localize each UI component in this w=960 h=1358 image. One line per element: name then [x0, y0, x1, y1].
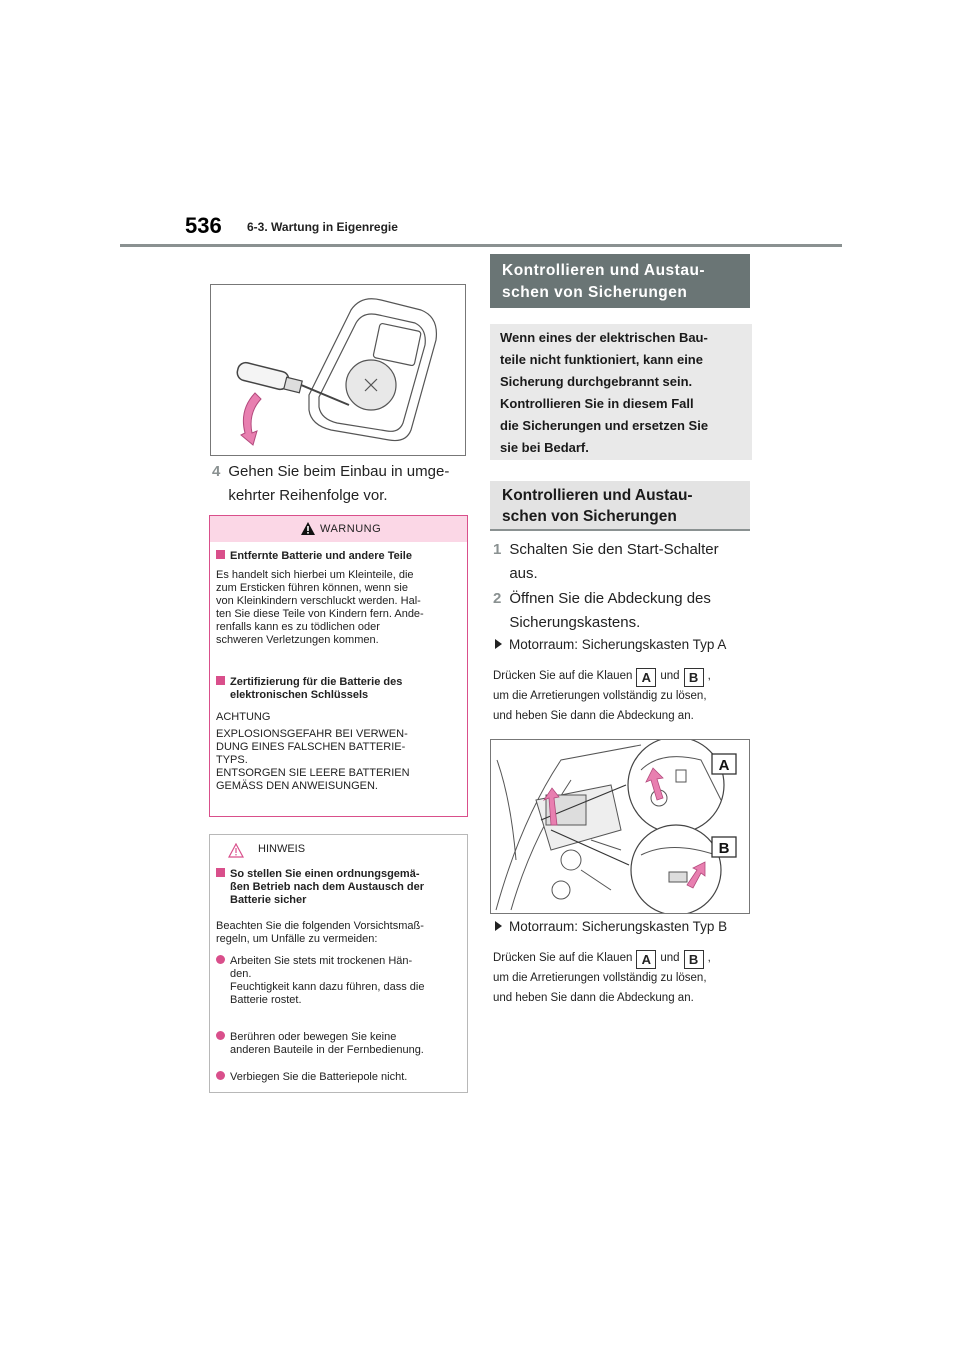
instruction-a-line2: um die Arretierungen vollständig zu lösen,	[493, 690, 707, 702]
warning-box	[209, 515, 468, 817]
instruction-b: Drücken Sie auf die Klauen A und B ,	[493, 952, 711, 967]
key-b-icon: B	[684, 668, 704, 687]
warning-item-1-title: Entfernte Batterie und andere Teile	[216, 550, 412, 563]
key-b-icon: B	[684, 950, 704, 969]
key-a-icon: A	[636, 950, 656, 969]
page-number: 536	[185, 213, 222, 238]
warning-item-2-body: ACHTUNG EXPLOSIONSGEFAHR BEI VERWEN- DUNG EINES FALSCHEN BATTERIE- TYPS. ENTSORGEN SIE LEERE BATTERIEN GEMÄSS DEN ANWEISUNGEN.	[216, 711, 410, 792]
heading-light: Kontrollieren und Austau- schen von Sicherungen	[490, 481, 750, 531]
pink-dot-bullet-icon	[216, 1071, 225, 1080]
arrow-bullet-icon	[495, 921, 502, 931]
note-label: HINWEIS	[258, 843, 306, 855]
heading-dark: Kontrollieren und Austau- schen von Sicherungen	[490, 254, 750, 308]
note-triangle-icon	[228, 843, 244, 858]
note-bullet-2: Berühren oder bewegen Sie keine anderen Bauteile in der Fernbedienung.	[216, 1031, 424, 1057]
pink-dot-bullet-icon	[216, 1031, 225, 1040]
instruction-a: Drücken Sie auf die Klauen A und B ,	[493, 670, 711, 685]
step-4-line1: Gehen Sie beim Einbau in umge-	[228, 463, 450, 480]
note-header	[210, 835, 467, 865]
warning-header	[210, 516, 467, 542]
note-bullet-3: Verbiegen Sie die Batteriepole nicht.	[216, 1071, 407, 1084]
note-box	[209, 834, 468, 1093]
instruction-b-line3: und heben Sie dann die Abdeckung an.	[493, 992, 694, 1004]
key-battery-illustration	[211, 285, 465, 455]
section-title: 6-3. Wartung in Eigenregie	[247, 220, 398, 234]
step-4-line2: kehrter Reihenfolge vor.	[228, 487, 388, 504]
warning-item-1-body: Es handelt sich hierbei um Kleinteile, die zum Ersticken führen können, wenn sie von Kleinkindern verschluckt werden. Hal- ten Sie diese Teile von Kindern fern. Ande- renfalls kann es zu tödlichen oder schweren Verletzungen kommen.	[216, 569, 424, 646]
figure-label-a: A	[718, 757, 730, 774]
engine-fuse-box-illustration	[491, 740, 749, 913]
arrow-bullet-icon	[495, 639, 502, 649]
figure-label-b: B	[718, 840, 730, 857]
note-bullet-1: Arbeiten Sie stets mit trockenen Hän- den. Feuchtigkeit kann dazu führen, dass die Batterie rostet.	[216, 955, 424, 1007]
warning-item-2-title: Zertifizierung für die Batterie des elektronischen Schlüssels	[216, 676, 402, 702]
pink-square-bullet-icon	[216, 550, 225, 559]
instruction-a-line3: und heben Sie dann die Abdeckung an.	[493, 710, 694, 722]
warning-triangle-icon	[300, 521, 316, 536]
step-2: 2 Öffnen Sie die Abdeckung des Sicherungskastens.	[493, 590, 711, 631]
bullet-type-a: Motorraum: Sicherungskasten Typ A	[495, 637, 726, 652]
key-a-icon: A	[636, 668, 656, 687]
bullet-type-b: Motorraum: Sicherungskasten Typ B	[495, 919, 727, 934]
pink-square-bullet-icon	[216, 868, 225, 877]
instruction-b-line2: um die Arretierungen vollständig zu lösen,	[493, 972, 707, 984]
warning-label: WARNUNG	[320, 523, 382, 535]
step-1: 1 Schalten Sie den Start-Schalter aus.	[493, 541, 719, 582]
pink-square-bullet-icon	[216, 676, 225, 685]
header-rule	[120, 244, 842, 247]
step-4	[212, 460, 449, 508]
note-title: So stellen Sie einen ordnungsgemä- ßen Betrieb nach dem Austausch der Batterie sicher	[216, 868, 424, 907]
note-intro: Beachten Sie die folgenden Vorsichtsmaß- regeln, um Unfälle zu vermeiden:	[216, 920, 424, 945]
pink-dot-bullet-icon	[216, 955, 225, 964]
intro-box: Wenn eines der elektrischen Bau- teile nicht funktioniert, kann eine Sicherung durchgebrannt sein. Kontrollieren Sie in diesem Fall die Sicherungen und ersetzen Sie sie bei Bedarf.	[490, 324, 752, 460]
step-4-number: 4	[212, 463, 221, 480]
